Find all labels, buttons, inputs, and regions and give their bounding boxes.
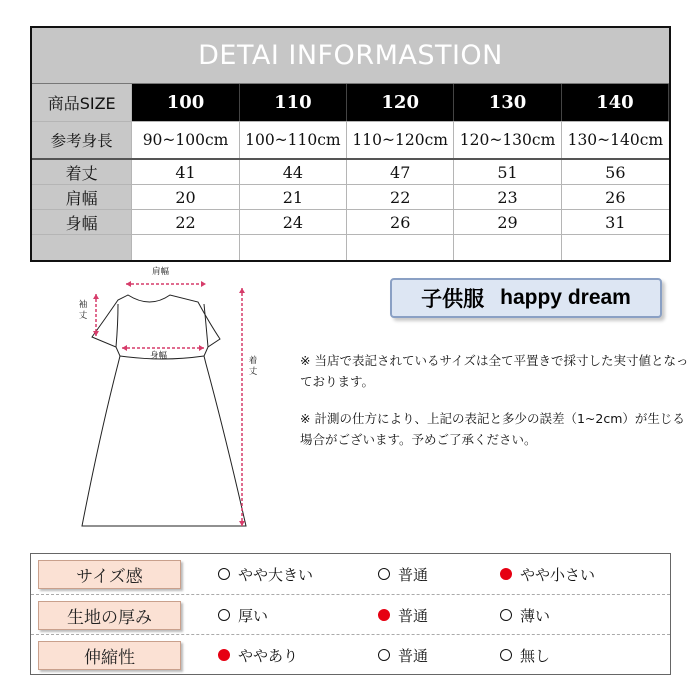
table-cell: 100~110cm (240, 122, 347, 158)
length-label: 着丈 (248, 356, 258, 377)
note-tolerance: ※ 計測の仕方により、上記の表記と多少の誤差（1~2cm）が生じる場合がございます。予めご了承ください。 (300, 411, 685, 447)
radio-dot-icon (500, 568, 512, 580)
table-cell: 22 (347, 185, 454, 209)
size-cell: 110 (240, 84, 347, 121)
table-cell: 41 (132, 160, 239, 184)
arrowhead (201, 281, 206, 287)
table-row-shoulder (32, 185, 669, 210)
feel-option (378, 554, 428, 594)
shoulder-label: 肩幅 (152, 267, 170, 277)
table-cell: 26 (605, 187, 626, 207)
table-cell: 20 (132, 185, 239, 209)
table-cell: 130~140cm (567, 131, 664, 149)
table-cell: 29 (454, 210, 561, 234)
dress-measurement-diagram (70, 264, 280, 544)
table-cell: 26 (347, 210, 454, 234)
radio-dot-icon (218, 609, 230, 621)
table-cell: 21 (240, 185, 347, 209)
feel-label: 伸縮性 (38, 641, 181, 670)
row-label: 身幅 (32, 210, 132, 234)
radio-dot-icon (218, 568, 230, 580)
table-cell (132, 235, 239, 260)
table-cell: 56 (605, 162, 626, 182)
radio-dot-icon (378, 609, 390, 621)
table-row-height (32, 122, 669, 160)
chest-label: 身幅 (150, 351, 168, 361)
dress-outline (82, 295, 246, 526)
feel-row-size (31, 554, 670, 594)
table-cell: 31 (605, 212, 626, 232)
feel-row-stretch (31, 634, 670, 674)
feel-option-text: 普通 (398, 646, 429, 665)
brand-jp: 子供服 (421, 287, 485, 311)
size-cell: 130 (454, 84, 561, 121)
feel-option (218, 595, 268, 635)
table-row-length (32, 160, 669, 185)
feel-option-text: 薄い (520, 606, 551, 625)
size-table-title: DETAI INFORMASTION (32, 28, 669, 84)
arrowhead (239, 288, 245, 293)
table-cell (347, 235, 454, 260)
feel-option (500, 554, 595, 594)
feel-option-text: 無し (520, 646, 551, 665)
table-cell: 44 (240, 160, 347, 184)
feel-label: 生地の厚み (38, 601, 181, 630)
table-cell: 47 (347, 160, 454, 184)
feel-table (30, 553, 671, 675)
dress-illustration (70, 264, 280, 544)
row-label: 肩幅 (32, 185, 132, 209)
feel-row-thickness (31, 594, 670, 634)
note-measurement: ※ 当店で表記されているサイズは全て平置きで採寸した実寸値となっております。 (300, 353, 689, 389)
table-cell (240, 235, 347, 260)
table-cell: 110~120cm (347, 122, 454, 158)
table-row-empty (32, 235, 669, 260)
feel-option (500, 595, 550, 635)
feel-option (218, 635, 298, 675)
feel-option (378, 635, 428, 675)
row-label (32, 235, 132, 260)
feel-option-text: 普通 (398, 606, 429, 625)
table-row-chest (32, 210, 669, 235)
size-cell: 140 (562, 84, 669, 121)
radio-dot-icon (378, 568, 390, 580)
brand-badge (390, 278, 662, 318)
table-cell: 24 (240, 210, 347, 234)
row-label: 商品SIZE (32, 84, 132, 121)
feel-option-text: 普通 (398, 565, 429, 584)
feel-option (378, 595, 428, 635)
table-cell: 90~100cm (132, 122, 239, 158)
table-row-size (32, 84, 669, 122)
radio-dot-icon (218, 649, 230, 661)
sleeve-label: 袖丈 (78, 300, 88, 321)
size-table (30, 26, 671, 262)
feel-option (500, 635, 550, 675)
table-cell: 51 (454, 160, 561, 184)
size-cell: 100 (132, 84, 239, 121)
feel-option-text: やや小さい (520, 565, 596, 584)
arrowhead (126, 281, 131, 287)
radio-dot-icon (378, 649, 390, 661)
table-cell: 23 (454, 185, 561, 209)
feel-option-text: 厚い (238, 606, 269, 625)
table-cell (562, 235, 669, 260)
table-cell: 22 (132, 210, 239, 234)
row-label: 着丈 (32, 160, 132, 184)
table-cell: 120~130cm (454, 122, 561, 158)
table-cell (454, 235, 561, 260)
feel-option-text: ややあり (238, 646, 299, 665)
radio-dot-icon (500, 649, 512, 661)
feel-label: サイズ感 (38, 560, 181, 589)
arrowhead (93, 294, 99, 299)
row-label: 参考身長 (32, 122, 132, 158)
feel-option (218, 554, 313, 594)
brand-en: happy dream (500, 286, 631, 309)
feel-option-text: やや大きい (238, 565, 314, 584)
size-cell: 120 (347, 84, 454, 121)
radio-dot-icon (500, 609, 512, 621)
